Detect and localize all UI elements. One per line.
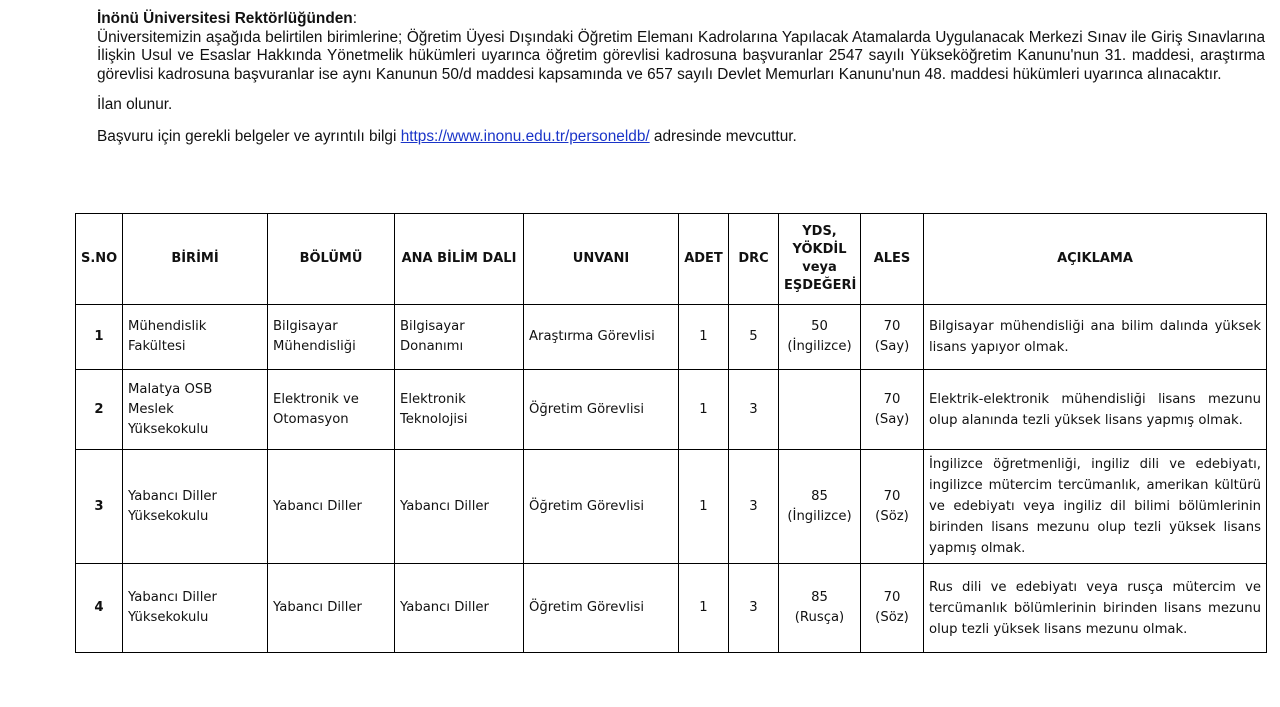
basvuru-info [97, 128, 1265, 147]
cell-yds: 85 (İngilizce) [779, 450, 861, 564]
cell-sno: 4 [76, 564, 123, 653]
table-header-row [76, 214, 1267, 305]
cell-aciklama: İngilizce öğretmenliği, ingiliz dili ve edebiyatı, ingilizce mütercim tercümanlık, amerikan kültürü ve edebiyatı veya ingiliz dil bilimi bölümlerinin birinden lisans mezunu olup tezli yüksek lisans yapmış olmak. [924, 450, 1267, 564]
cell-birimi: Yabancı Diller Yüksekokulu [123, 450, 268, 564]
header-ales: ALES [861, 214, 924, 305]
header-aciklama: AÇIKLAMA [924, 214, 1267, 305]
cell-sno: 2 [76, 370, 123, 450]
table-row [76, 305, 1267, 370]
cell-ana-bilim-dali: Bilgisayar Donanımı [395, 305, 524, 370]
header-birimi: BİRİMİ [123, 214, 268, 305]
cell-aciklama: Elektrik-elektronik mühendisliği lisans mezunu olup alanında tezli yüksek lisans yapmış olmak. [924, 370, 1267, 450]
cell-yds [779, 370, 861, 450]
personel-db-link[interactable]: https://www.inonu.edu.tr/personeldb/ [400, 127, 650, 145]
cell-bolumu: Yabancı Diller [268, 564, 395, 653]
cell-drc: 3 [729, 370, 779, 450]
kadro-table [75, 213, 1267, 653]
basvuru-suffix: adresinde mevcuttur. [649, 127, 797, 145]
cell-ales: 70 (Söz) [861, 450, 924, 564]
table-row [76, 450, 1267, 564]
cell-unvani: Öğretim Görevlisi [524, 564, 679, 653]
header-bolumu: BÖLÜMÜ [268, 214, 395, 305]
header-drc: DRC [729, 214, 779, 305]
cell-ana-bilim-dali: Yabancı Diller [395, 564, 524, 653]
cell-bolumu: Yabancı Diller [268, 450, 395, 564]
cell-adet: 1 [679, 564, 729, 653]
cell-bolumu: Elektronik ve Otomasyon [268, 370, 395, 450]
cell-unvani: Öğretim Görevlisi [524, 450, 679, 564]
announcement-heading: İnönü Üniversitesi Rektörlüğünden [97, 10, 353, 27]
header-ana-bilim-dali: ANA BİLİM DALI [395, 214, 524, 305]
cell-adet: 1 [679, 305, 729, 370]
cell-ales: 70 (Söz) [861, 564, 924, 653]
header-adet: ADET [679, 214, 729, 305]
cell-unvani: Araştırma Görevlisi [524, 305, 679, 370]
cell-birimi: Mühendislik Fakültesi [123, 305, 268, 370]
cell-drc: 3 [729, 564, 779, 653]
announcement-heading-colon: : [352, 10, 357, 27]
table-row [76, 370, 1267, 450]
cell-aciklama: Rus dili ve edebiyatı veya rusça mütercim ve tercümanlık bölümlerinin birinden lisans mezunu olup tezli yüksek lisans mezunu olmak. [924, 564, 1267, 653]
cell-drc: 3 [729, 450, 779, 564]
cell-adet: 1 [679, 450, 729, 564]
cell-yds: 85 (Rusça) [779, 564, 861, 653]
cell-drc: 5 [729, 305, 779, 370]
header-yds-yokdil: YDS, YÖKDİL veya EŞDEĞERİ [779, 214, 861, 305]
cell-yds: 50 (İngilizce) [779, 305, 861, 370]
cell-ales: 70 (Say) [861, 370, 924, 450]
basvuru-prefix: Başvuru için gerekli belgeler ve ayrıntılı bilgi [97, 127, 401, 145]
header-sno: S.NO [76, 214, 123, 305]
cell-sno: 3 [76, 450, 123, 564]
cell-ana-bilim-dali: Yabancı Diller [395, 450, 524, 564]
table-row [76, 564, 1267, 653]
cell-ales: 70 (Say) [861, 305, 924, 370]
header-unvani: UNVANI [524, 214, 679, 305]
cell-birimi: Yabancı Diller Yüksekokulu [123, 564, 268, 653]
cell-adet: 1 [679, 370, 729, 450]
cell-birimi: Malatya OSB Meslek Yüksekokulu [123, 370, 268, 450]
cell-ana-bilim-dali: Elektronik Teknolojisi [395, 370, 524, 450]
announcement-paragraph: Üniversitemizin aşağıda belirtilen birimlerine; Öğretim Üyesi Dışındaki Öğretim Elemanı Kadrolarına Yapılacak Atamalarda Uygulanacak Merkezi Sınav ile Giriş Sınavlarına İlişkin Usul ve Esaslar Hakkında Yönetmelik hükümleri uyarınca öğretim görevlisi kadrosuna başvuranlar 2547 sayılı Yükseköğretim Kanunu'nun 31. maddesi, araştırma görevlisi kadrosuna başvuranlar ise aynı Kanunun 50/d maddesi kapsamında ve 657 sayılı Devlet Memurları Kanunu'nun 48. maddesi hükümleri uyarınca alınacaktır. [97, 28, 1265, 83]
cell-bolumu: Bilgisayar Mühendisliği [268, 305, 395, 370]
cell-aciklama: Bilgisayar mühendisliği ana bilim dalında yüksek lisans yapıyor olmak. [924, 305, 1267, 370]
cell-sno: 1 [76, 305, 123, 370]
cell-unvani: Öğretim Görevlisi [524, 370, 679, 450]
announcement-intro [97, 10, 1265, 147]
ilan-olunur-text: İlan olunur. [97, 96, 173, 114]
